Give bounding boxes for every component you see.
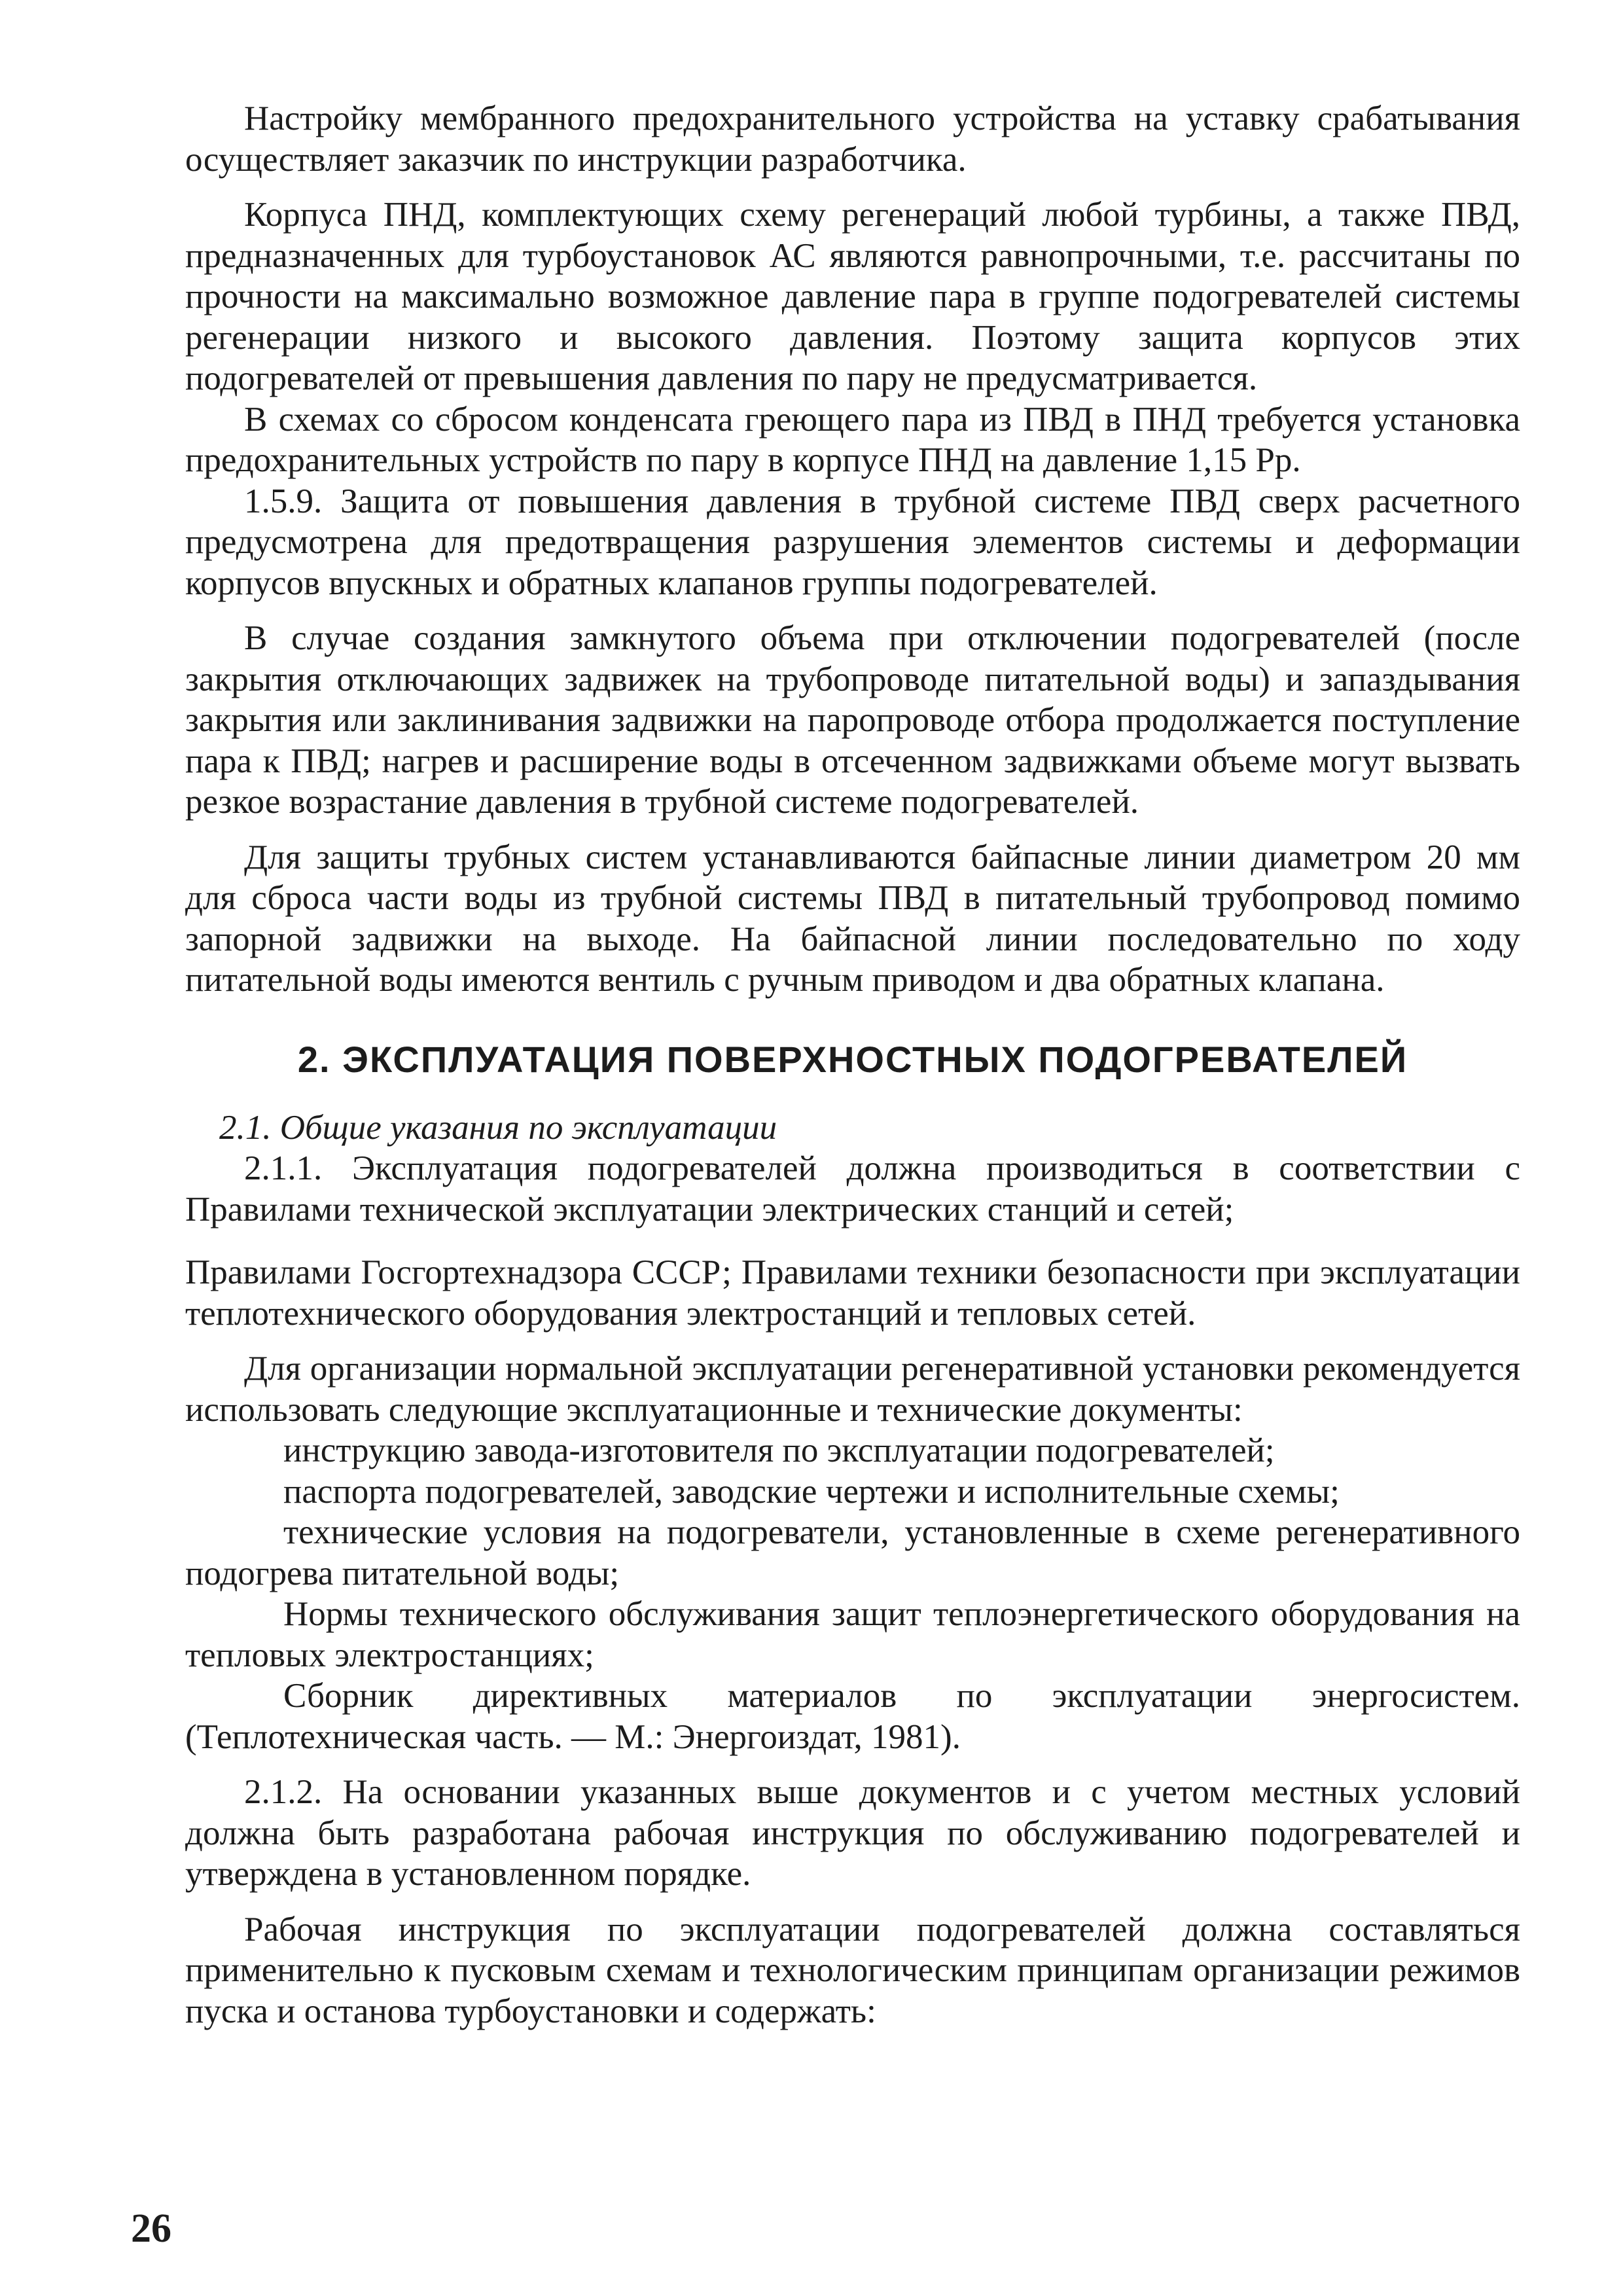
document-list-item: инструкцию завода-изготовителя по эксплуатации подогревателей; (283, 1431, 1275, 1469)
paragraph-condensate-discharge: В схемах со сбросом конденсата греющего пара из ПВД в ПНД требуется установка предохранительных устройств по пару в корпусе ПНД на давление 1,15 Рр. (185, 400, 1520, 479)
paragraph-1-5-9: 1.5.9. Защита от повышения давления в трубной системе ПВД сверх расчетного предусмотрена для предотвращения разрушения элементов системы и деформации корпусов впускных и обратных клапанов группы подогревателей. (185, 482, 1520, 602)
document-list-item: Сборник директивных материалов по эксплуатации энергосистем. (Теплотехническая часть. — М.: Энергоиздат, 1981). (185, 1677, 1520, 1756)
paragraph-2-1-1-continued: Правилами Госгортехнадзора СССР; Правилами техники безопасности при эксплуатации теплотехнического оборудования электростанций и тепловых сетей. (185, 1253, 1520, 1333)
paragraph-work-instruction: Рабочая инструкция по эксплуатации подогревателей должна составляться применительно к пусковым схемам и технологическим принципам организации режимов пуска и останова турбоустановки и содержать: (185, 1910, 1520, 2030)
paragraph-hpd-housings: Корпуса ПНД, комплектующих схему регенераций любой турбины, а также ПВД, предназначенных для турбоустановок АС являются равнопрочными, т.е. рассчитаны по прочности на максимально возможное давление пара в группе подогревателей системы регенерации низкого и высокого давления. Поэтому защита корпусов этих подогревателей от превышения давления по пару не предусматривается. (185, 196, 1520, 397)
document-page (185, 98, 1520, 2032)
paragraph-2-1-2: 2.1.2. На основании указанных выше документов и с учетом местных условий должна быть разработана рабочая инструкция по обслуживанию подогревателей и утверждена в установленном порядке. (185, 1773, 1520, 1893)
document-list-item: технические условия на подогреватели, установленные в схеме регенеративного подогрева питательной воды; (185, 1513, 1520, 1592)
subsection-heading: 2.1. Общие указания по эксплуатации (219, 1108, 777, 1147)
document-list-item: паспорта подогревателей, заводские чертежи и исполнительные схемы; (283, 1472, 1340, 1511)
paragraph-closed-volume: В случае создания замкнутого объема при отключении подогревателей (после закрытия отключающих задвижек на трубопроводе питательной воды) и запаздывания закрытия или заклинивания задвижки на паропроводе отбора продолжается поступление пара к ПВД; нагрев и расширение воды в отсеченном задвижками объеме могут вызвать резкое возрастание давления в трубной системе подогревателей. (185, 619, 1520, 821)
document-list-item: Нормы технического обслуживания защит теплоэнергетического оборудования на тепловых электростанциях; (185, 1595, 1520, 1674)
paragraph-2-1-1: 2.1.1. Эксплуатация подогревателей должна производиться в соответствии с Правилами технической эксплуатации электрических станций и сетей; (185, 1149, 1520, 1229)
section-heading: 2. ЭКСПЛУАТАЦИЯ ПОВЕРХНОСТНЫХ ПОДОГРЕВАТЕЛЕЙ (297, 1038, 1408, 1080)
paragraph-bypass-lines: Для защиты трубных систем устанавливаются байпасные линии диаметром 20 мм для сброса части воды из трубной системы ПВД в питательный трубопровод помимо запорной задвижки на выходе. На байпасной линии последовательно по ходу питательной воды имеются вентиль с ручным приводом и два обратных клапана. (185, 838, 1520, 999)
paragraph-membrane-setting: Настройку мембранного предохранительного устройства на уставку срабатывания осуществляет заказчик по инструкции разработчика. (185, 99, 1520, 179)
paragraph-documents-intro: Для организации нормальной эксплуатации регенеративной установки рекомендуется использовать следующие эксплуатационные и технические документы: (185, 1350, 1520, 1429)
page-number: 26 (131, 2206, 171, 2251)
